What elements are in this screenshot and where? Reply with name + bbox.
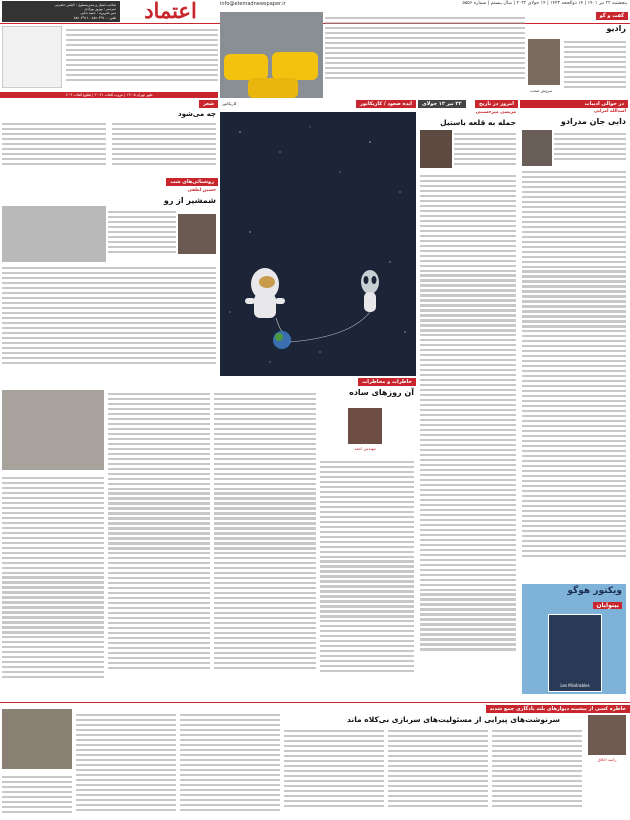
- book-cover-caption: Les Misérables: [560, 683, 590, 688]
- memory-text-c3: [214, 390, 316, 698]
- history-tag: امروز در تاریخ: [475, 100, 518, 108]
- history-title: حمله به قلعه باستیل: [440, 118, 516, 127]
- bottom-title: سرنوشت‌های پیرایی از مسئولیت‌های سربازی بی‌کلاه ماند: [347, 715, 560, 724]
- history-author: مرتضی میرحسینی: [475, 110, 516, 115]
- nights-text-2: [2, 264, 216, 376]
- staff-line: سردبیر : بهروز بهزادی: [84, 7, 116, 12]
- history-photo: [420, 130, 452, 168]
- lit-text: [554, 130, 626, 166]
- memory-tag: خاطرات و مخاطرات: [358, 378, 416, 386]
- bottom-author-photo: [588, 715, 626, 755]
- times-strip: ظهر تهران ۱۳:۰۵ | غروب آفتاب ۲۰:۲۱ | طلوع آفتاب ۶:۰۴: [0, 92, 218, 98]
- radar-caption: سروش صحت: [530, 88, 553, 93]
- lit-author-photo: [522, 130, 552, 166]
- radar-text: [564, 38, 626, 96]
- bottom-caption: رامبد اخلاق: [597, 757, 617, 762]
- staff-photo: [2, 26, 62, 88]
- alien: [361, 270, 379, 312]
- masthead-logo: [123, 0, 218, 22]
- lit-text-2: [522, 168, 626, 568]
- radar-tag: گفت و گو: [596, 12, 628, 20]
- nights-title: شمشیر از رو: [163, 196, 216, 205]
- bottom-text-c2: [76, 711, 176, 819]
- staff-line: دبیر تحریریه : حمید ندایی: [80, 11, 116, 16]
- taxi-3: [248, 78, 298, 98]
- book-ad-subtitle: بینوایان: [593, 602, 622, 609]
- memory-box: [0, 378, 416, 700]
- nights-text: [108, 208, 176, 260]
- history-text: [454, 130, 516, 170]
- poem-title: چه می‌شود: [177, 110, 216, 118]
- date-line: پنجشنبه ۲۲ تیر ۱۴۰۱ | ۱۴ ذوالحجه ۱۴۴۳ | ۱۴ جولای ۲۰۲۲ | سال بیستم | شماره ۵۵۵۶: [462, 1, 627, 6]
- caricature-image: [220, 112, 416, 376]
- radar-title: رادیو: [606, 24, 626, 33]
- memory-author: مهندس احمد: [354, 446, 376, 451]
- memory-text-c1: [2, 474, 104, 698]
- lit-tag: در حوالی ادبیات: [520, 100, 628, 108]
- taxi-1: [224, 54, 268, 80]
- book-ad: [522, 584, 626, 694]
- nights-box: [0, 178, 218, 378]
- memory-text-c4: [320, 458, 414, 698]
- lit-title: دابی جان مدرادو: [560, 117, 626, 126]
- bottom-text-c6: [492, 727, 582, 819]
- bottom-text-c4: [284, 727, 384, 819]
- caricature-author: کاریکاتور: [222, 101, 237, 106]
- poem-tag: شعر: [199, 100, 218, 108]
- staff-text: [66, 26, 218, 88]
- memory-text-c2: [108, 390, 210, 698]
- nights-author: حسین لطفی: [187, 188, 216, 193]
- caricature-svg: [220, 112, 416, 376]
- staff-block: [2, 24, 220, 91]
- radar-box: [528, 12, 628, 98]
- earth: [273, 331, 291, 349]
- nights-photo: [2, 206, 106, 262]
- taxi-article: [325, 14, 525, 96]
- caricature-box: [220, 100, 416, 376]
- radar-photo: [528, 39, 560, 85]
- taxi-2: [272, 52, 318, 80]
- astronaut: [245, 268, 285, 318]
- book-ad-title: ویکتور هوگو: [567, 586, 622, 596]
- nights-author-photo: [178, 214, 216, 254]
- lit-author: اسدالله امرایی: [593, 109, 626, 114]
- masthead-website[interactable]: info@etemadnewspaper.ir: [220, 1, 286, 7]
- logo-text: اعتماد: [144, 0, 197, 23]
- lit-column: [520, 100, 628, 570]
- caricature-tag: ایده صعود / کاریکاتور: [356, 100, 416, 108]
- history-date: ۲۲ تیر ۱۳ جولای: [418, 100, 466, 108]
- staff-list: [4, 3, 116, 20]
- poem-text-2: [2, 120, 106, 174]
- taxi-photo: [220, 12, 323, 98]
- book-cover: [548, 614, 602, 692]
- bottom-tag: خاطره کسی از پیشینه دیوارهای بلند یادگاری جمع شدند: [486, 705, 630, 713]
- poem-text: [112, 120, 216, 174]
- staff-line: تلفن : ۸۸۲۰۴۹۱۰ - ۸۸۲۰۴۹۱۱: [73, 15, 116, 20]
- nights-tag: روشنائی‌های شب: [166, 178, 218, 186]
- bottom-text-c3: [180, 711, 280, 819]
- staff-line: صاحب امتیاز و مدیرمسئول : الیاس حضرتی: [54, 3, 116, 7]
- bottom-box: [0, 702, 630, 820]
- memory-photo: [2, 390, 104, 470]
- bottom-text-c5: [388, 727, 488, 819]
- bottom-photo: [2, 709, 72, 769]
- bottom-text-c1: [2, 773, 72, 819]
- history-text-2: [420, 172, 516, 700]
- memory-title: آن روزهای ساده: [349, 388, 414, 397]
- history-column: [418, 100, 518, 700]
- memory-author-photo: [348, 408, 382, 444]
- poem-box: [0, 100, 218, 176]
